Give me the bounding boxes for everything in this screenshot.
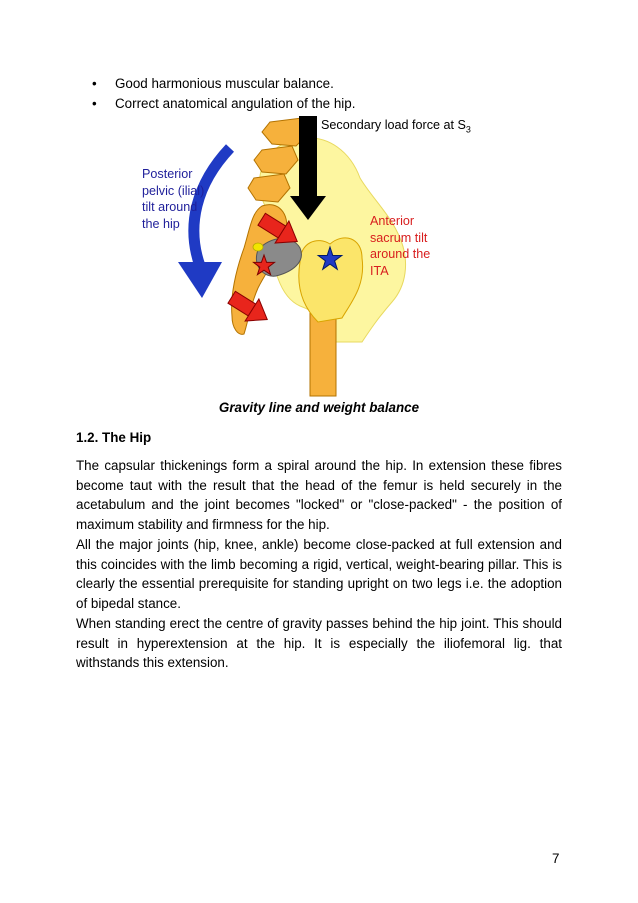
anterior-tilt-line: around the	[370, 247, 431, 261]
section-heading: 1.2. The Hip	[76, 430, 152, 445]
pelvis-figure	[0, 0, 638, 400]
load-force-label-subscript: 3	[465, 124, 471, 135]
posterior-tilt-arrowhead-icon	[178, 262, 222, 298]
posterior-tilt-line: the hip	[142, 216, 180, 231]
load-force-label-text: Secondary load force at S	[321, 118, 466, 132]
anterior-tilt-line: ITA	[370, 263, 389, 278]
paragraph-1: The capsular thickenings form a spiral around the hip. In extension these fibres become taut with the result that the head of the femur is held securely in the acetabulum and the joint becomes "locked" or "close-packed" - the position of maximum stability and firmness for the hip.	[76, 458, 562, 532]
load-force-label	[321, 117, 471, 138]
posterior-tilt-label	[142, 166, 204, 232]
posterior-tilt-line: tilt around	[142, 200, 198, 214]
yellow-spot	[253, 243, 263, 251]
pelvis-illustration	[0, 0, 638, 400]
paragraph-2: All the major joints (hip, knee, ankle) become close-packed at full extension and this coincides with the limb becoming a rigid, vertical, weight-bearing pillar. This is clearly the essential prerequisite for standing upright on two legs i.e. the adoption of bipedal stance.	[76, 537, 562, 611]
anterior-tilt-label	[370, 213, 430, 279]
figure-caption: Gravity line and weight balance	[218, 400, 420, 415]
bullet-dot-icon: •	[92, 76, 97, 91]
load-force-arrow-shaft	[299, 116, 317, 198]
bullet-text: Good harmonious muscular balance.	[115, 76, 334, 91]
anterior-tilt-line: Anterior	[370, 214, 415, 228]
page-number: 7	[552, 851, 560, 866]
paragraph-3: When standing erect the centre of gravity passes behind the hip joint. This should result in hyperextension at the hip. It is especially the iliofemoral lig. that withstands this extension.	[76, 616, 562, 670]
posterior-tilt-line: Posterior	[142, 167, 193, 181]
posterior-tilt-line: pelvic (ilial)	[142, 183, 205, 198]
bullet-dot-icon: •	[92, 96, 97, 111]
anterior-tilt-line: sacrum tilt	[370, 230, 428, 245]
bullet-text: Correct anatomical angulation of the hip.	[115, 96, 356, 111]
